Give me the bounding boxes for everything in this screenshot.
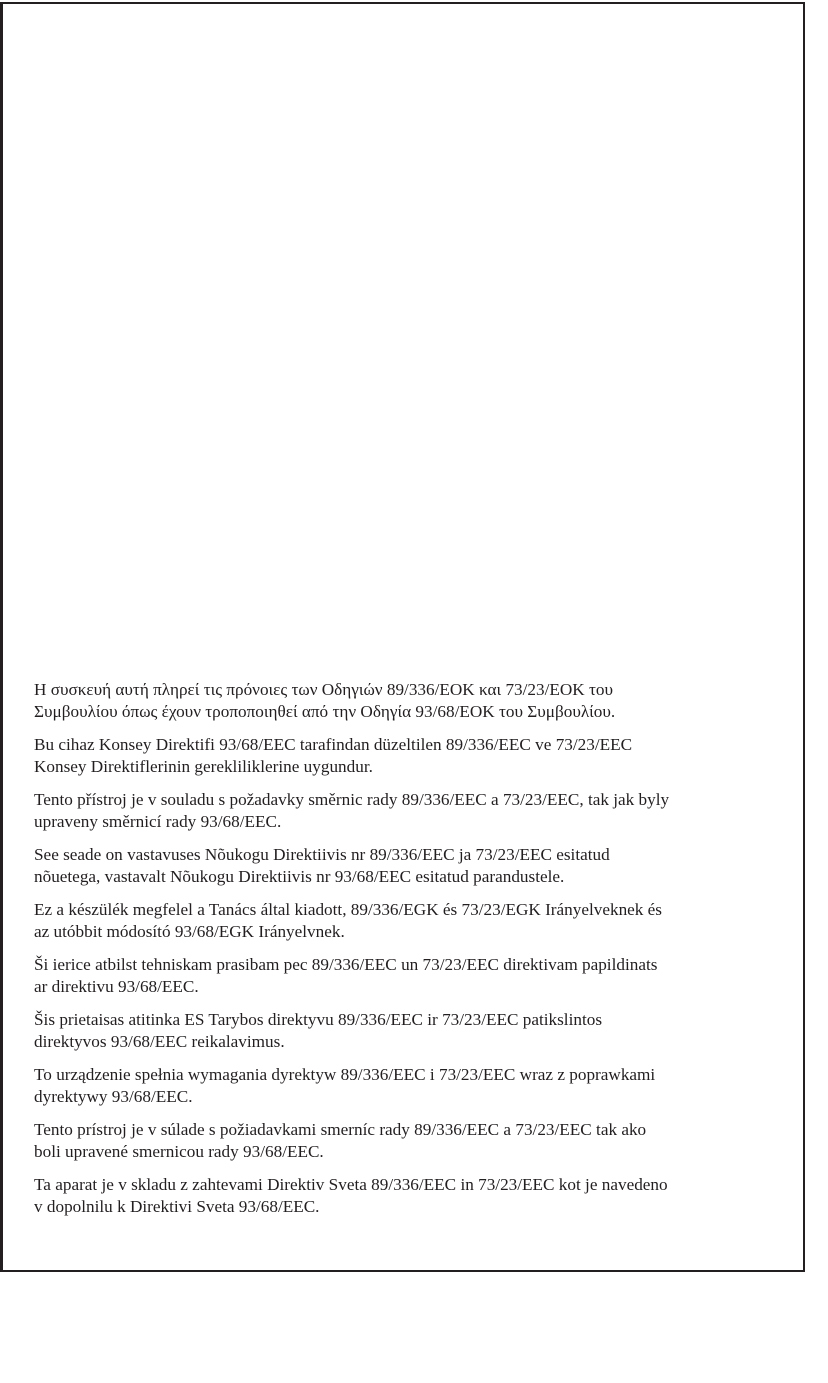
statement-lithuanian <box>34 1009 794 1053</box>
statement-czech <box>34 789 794 833</box>
statement-line: upraveny směrnicí rady 93/68/EEC. <box>34 812 282 831</box>
statement-polish <box>34 1064 794 1108</box>
statement-line: Συμβουλίου όπως έχουν τροποποιηθεί από την Οδηγία 93/68/EOK του Συμβουλίου. <box>34 702 616 721</box>
statement-line: nõuetega, vastavalt Nõukogu Direktiivis nr 93/68/EEC esitatud parandustele. <box>34 867 565 886</box>
statement-line: Konsey Direktiflerinin gerekliliklerine uygundur. <box>34 757 373 776</box>
statement-estonian <box>34 844 794 888</box>
statement-line: Η συσκευή αυτή πληρεί τις πρόνοιες των Οδηγιών 89/336/EOK και 73/23/EOK του <box>34 680 614 699</box>
statement-greek <box>34 679 794 723</box>
page-frame <box>0 2 805 1272</box>
statement-line: Šis prietaisas atitinka ES Tarybos direktyvu 89/336/EEC ir 73/23/EEC patikslintos <box>34 1010 603 1029</box>
statement-line: v dopolnilu k Direktivi Sveta 93/68/EEC. <box>34 1197 320 1216</box>
statement-slovenian <box>34 1174 794 1218</box>
statement-line: boli upravené smernicou rady 93/68/EEC. <box>34 1142 324 1161</box>
statement-line: direktyvos 93/68/EEC reikalavimus. <box>34 1032 285 1051</box>
statement-line: See seade on vastavuses Nõukogu Direktiivis nr 89/336/EEC ja 73/23/EEC esitatud <box>34 845 610 864</box>
statement-line: ar direktivu 93/68/EEC. <box>34 977 199 996</box>
statement-line: Ta aparat je v skladu z zahtevami Direktiv Sveta 89/336/EEC in 73/23/EEC kot je navedeno <box>34 1175 668 1194</box>
statement-line: Ez a készülék megfelel a Tanács által kiadott, 89/336/EGK és 73/23/EGK Irányelveknek és <box>34 900 662 919</box>
statement-turkish <box>34 734 794 778</box>
statement-line: Tento přístroj je v souladu s požadavky směrnic rady 89/336/EEC a 73/23/EEC, tak jak byly <box>34 790 670 809</box>
statement-line: Tento prístroj je v súlade s požiadavkami smerníc rady 89/336/EEC a 73/23/EEC tak ako <box>34 1120 647 1139</box>
statement-line: az utóbbit módosító 93/68/EGK Irányelvnek. <box>34 922 345 941</box>
statement-line: To urządzenie spełnia wymagania dyrektyw 89/336/EEC i 73/23/EEC wraz z poprawkami <box>34 1065 656 1084</box>
statement-line: dyrektywy 93/68/EEC. <box>34 1087 193 1106</box>
statement-hungarian <box>34 899 794 943</box>
statement-line: Ši ierice atbilst tehniskam prasibam pec 89/336/EEC un 73/23/EEC direktivam papildinats <box>34 955 658 974</box>
compliance-statements <box>34 679 794 1229</box>
statement-line: Bu cihaz Konsey Direktifi 93/68/EEC tarafindan düzeltilen 89/336/EEC ve 73/23/EEC <box>34 735 633 754</box>
statement-slovak <box>34 1119 794 1163</box>
statement-latvian <box>34 954 794 998</box>
